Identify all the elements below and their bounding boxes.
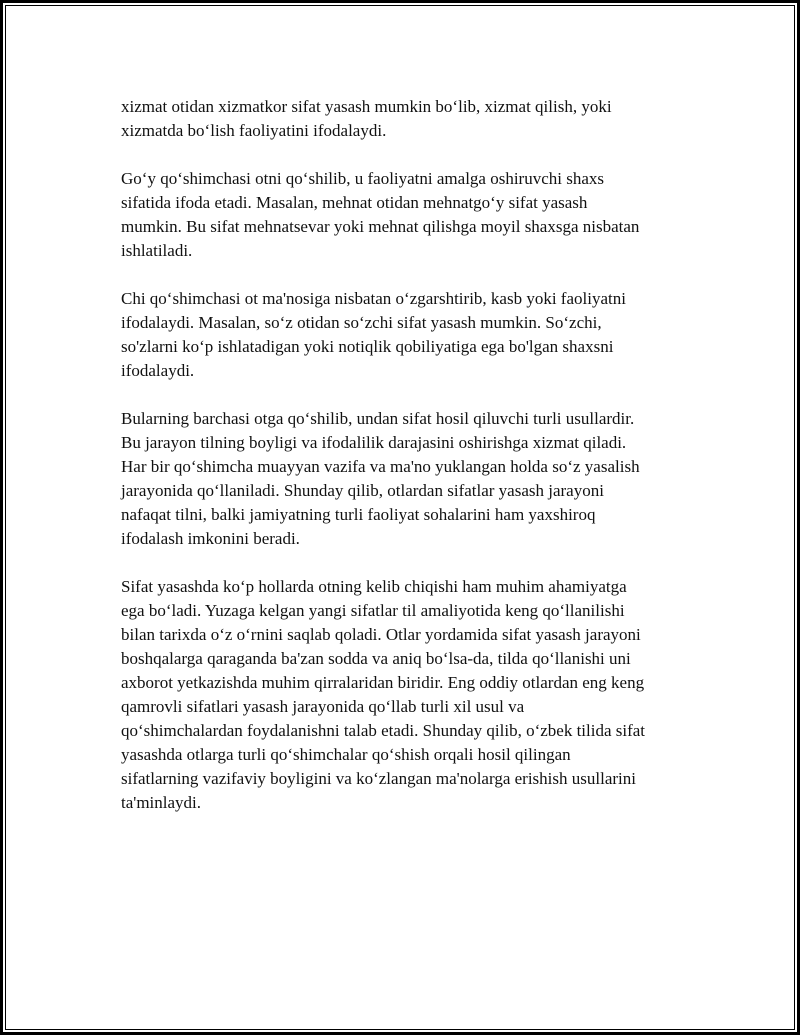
paragraph-1 (121, 95, 701, 143)
paragraph-5 (121, 575, 701, 815)
text-line: Bularning barchasi otga qo‘shilib, undan sifat hosil qiluvchi turli usullardir. (121, 409, 635, 428)
text-line: nafaqat tilni, balki jamiyatning turli faoliyat sohalarini ham yaxshiroq (121, 505, 596, 524)
text-line: Sifat yasashda ko‘p hollarda otning kelib chiqishi ham muhim ahamiyatga (121, 577, 627, 596)
paragraph-3 (121, 287, 701, 383)
text-line: bilan tarixda o‘z o‘rnini saqlab qoladi. Otlar yordamida sifat yasash jarayoni (121, 625, 641, 644)
text-line: ta'minlaydi. (121, 793, 202, 812)
text-line: ifodalash imkonini beradi. (121, 529, 300, 548)
paragraph-4 (121, 407, 701, 551)
text-line: boshqalarga qaraganda ba'zan sodda va aniq bo‘lsa-da, tilda qo‘llanishi uni (121, 649, 631, 668)
text-line: qo‘shimchalardan foydalanishni talab etadi. Shunday qilib, o‘zbek tilida sifat (121, 721, 646, 740)
text-line: mumkin. Bu sifat mehnatsevar yoki mehnat qilishga moyil shaxsga nisbatan (121, 217, 640, 236)
text-line: xizmat otidan xizmatkor sifat yasash mumkin bo‘lib, xizmat qilish, yoki (121, 97, 612, 116)
paragraph-2 (121, 167, 701, 263)
text-line: Har bir qo‘shimcha muayyan vazifa va ma'no yuklangan holda so‘z yasalish (121, 457, 640, 476)
text-line: Chi qo‘shimchasi ot ma'nosiga nisbatan o‘zgarshtirib, kasb yoki faoliyatni (121, 289, 626, 308)
text-line: ifodalaydi. Masalan, so‘z otidan so‘zchi sifat yasash mumkin. So‘zchi, (121, 313, 602, 332)
text-line: Bu jarayon tilning boyligi va ifodalilik darajasini oshirishga xizmat qiladi. (121, 433, 627, 452)
text-line: sifatida ifoda etadi. Masalan, mehnat otidan mehnatgo‘y sifat yasash (121, 193, 588, 212)
text-line: yasashda otlarga turli qo‘shimchalar qo‘shish orqali hosil qilingan (121, 745, 571, 764)
text-line: xizmatda bo‘lish faoliyatini ifodalaydi. (121, 121, 387, 140)
text-line: Go‘y qo‘shimchasi otni qo‘shilib, u faoliyatni amalga oshiruvchi shaxs (121, 169, 605, 188)
document-body (121, 95, 701, 839)
text-line: ishlatiladi. (121, 241, 193, 260)
text-line: so'zlarni ko‘p ishlatadigan yoki notiqlik qobiliyatiga ega bo'lgan shaxsni (121, 337, 614, 356)
text-line: axborot yetkazishda muhim qirralaridan biridir. Eng oddiy otlardan eng keng (121, 673, 645, 692)
text-line: ega bo‘ladi. Yuzaga kelgan yangi sifatlar til amaliyotida keng qo‘llanilishi (121, 601, 625, 620)
text-line: ifodalaydi. (121, 361, 195, 380)
text-line: qamrovli sifatlari yasash jarayonida qo‘llab turli xil usul va (121, 697, 525, 716)
text-line: sifatlarning vazifaviy boyligini va ko‘zlangan ma'nolarga erishish usullarini (121, 769, 636, 788)
text-line: jarayonida qo‘llaniladi. Shunday qilib, otlardan sifatlar yasash jarayoni (121, 481, 604, 500)
